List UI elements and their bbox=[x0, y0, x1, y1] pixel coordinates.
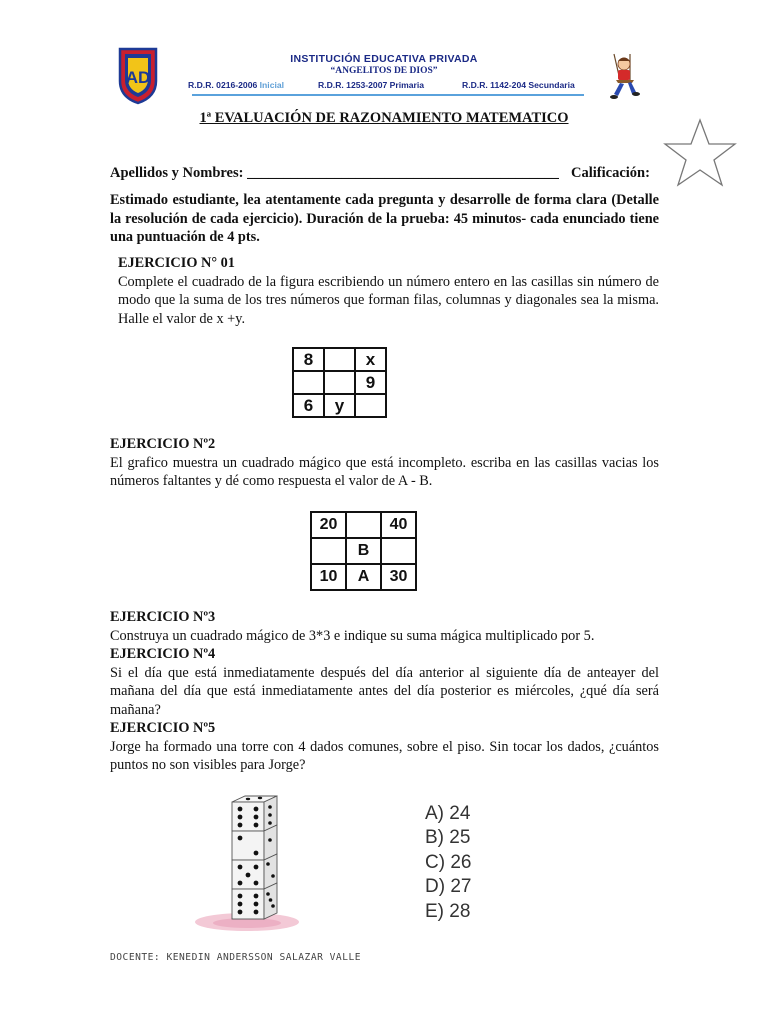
school-name: “ANGELITOS DE DIOS” bbox=[330, 66, 438, 76]
grid1-cell bbox=[324, 371, 355, 394]
exercise-3-title: EJERCICIO Nº3 bbox=[110, 609, 216, 625]
grid1-cell: 9 bbox=[355, 371, 386, 394]
grid1-cell: x bbox=[355, 348, 386, 371]
grid1-cell bbox=[324, 348, 355, 371]
exercise-1-title: EJERCICIO N° 01 bbox=[118, 255, 235, 271]
option-a[interactable]: A) 24 bbox=[425, 803, 471, 824]
option-d[interactable]: D) 27 bbox=[425, 876, 472, 898]
dice-tower-illustration bbox=[185, 790, 310, 938]
institution-name: INSTITUCIÓN EDUCATIVA PRIVADA bbox=[290, 53, 478, 65]
grade-label: Calificación: bbox=[571, 165, 650, 181]
rdr-initial-level: Inicial bbox=[259, 80, 285, 90]
exam-title: 1ª EVALUACIÓN DE RAZONAMIENTO MATEMATICO bbox=[199, 110, 569, 126]
exercise-1-text: Complete el cuadrado de la figura escribiendo un número entero en las casillas sin número de modo que la suma de los tres números que forman filas, columnas y diagonales sea la misma. Halle el valor de x +y. bbox=[118, 273, 659, 327]
exercise-2-title: EJERCICIO Nº2 bbox=[110, 436, 216, 452]
table-row bbox=[311, 564, 416, 590]
grid1-cell: 8 bbox=[293, 348, 324, 371]
grid1-cell bbox=[293, 371, 324, 394]
rdr-secondary: R.D.R. 1142-204 Secundaria bbox=[462, 80, 575, 90]
table-row bbox=[311, 538, 416, 564]
grid2-cell: 10 bbox=[311, 564, 346, 590]
option-e[interactable]: E) 28 bbox=[425, 900, 471, 922]
table-row bbox=[293, 371, 386, 394]
exercise-3-text: Construya un cuadrado mágico de 3*3 e indique su suma mágica multiplicado por 5. bbox=[110, 627, 595, 644]
grade-star-icon bbox=[662, 117, 738, 189]
rdr-initial bbox=[188, 80, 284, 90]
grid2-cell: B bbox=[346, 538, 381, 564]
magic-square-2 bbox=[310, 511, 417, 591]
exercise-2-text: El grafico muestra un cuadrado mágico que está incompleto. escriba en las casillas vacias los números faltantes y dé como respuesta el valor de A - B. bbox=[110, 454, 659, 489]
grid1-cell: y bbox=[324, 394, 355, 417]
teacher-footer: DOCENTE: KENEDIN ANDERSSON SALAZAR VALLE bbox=[110, 952, 362, 963]
exercise-4-text: Si el día que está inmediatamente después del día anterior al siguiente día de anteayer del mañana del día que está inmediatamente antes del día posterior es miércoles, ¿qué día será mañana? bbox=[110, 664, 659, 718]
grid2-cell: 30 bbox=[381, 564, 416, 590]
answer-options bbox=[425, 802, 471, 924]
table-row bbox=[311, 512, 416, 538]
exercise-5-title: EJERCICIO Nº5 bbox=[110, 720, 216, 736]
table-row bbox=[293, 394, 386, 417]
student-names-field[interactable]: Apellidos y Nombres: ___________________________________________ bbox=[110, 165, 559, 181]
grid2-cell bbox=[381, 538, 416, 564]
exercises-3-5 bbox=[110, 608, 659, 775]
header-rule bbox=[192, 94, 584, 96]
grid2-cell: A bbox=[346, 564, 381, 590]
grid2-cell: 40 bbox=[381, 512, 416, 538]
logo-text: AD bbox=[125, 68, 151, 87]
magic-square-1 bbox=[292, 347, 387, 418]
exercise-1 bbox=[118, 254, 659, 328]
instructions: Estimado estudiante, lea atentamente cada pregunta y desarrolle de forma clara (Detalle la resolución de cada ejercicio). Duración de la prueba: 45 minutos- cada enunciado tiene una puntuación de 4 pts. bbox=[110, 192, 659, 245]
grid2-cell: 20 bbox=[311, 512, 346, 538]
exercise-2 bbox=[110, 435, 659, 491]
table-row bbox=[293, 348, 386, 371]
grid1-cell: 6 bbox=[293, 394, 324, 417]
grid1-cell bbox=[355, 394, 386, 417]
grid2-cell bbox=[311, 538, 346, 564]
grid2-cell bbox=[346, 512, 381, 538]
exercise-5-text: Jorge ha formado una torre con 4 dados comunes, sobre el piso. Sin tocar los dados, ¿cuántos puntos no son visibles para Jorge? bbox=[110, 738, 659, 773]
rdr-primary: R.D.R. 1253-2007 Primaria bbox=[318, 80, 425, 90]
option-c[interactable]: C) 26 bbox=[425, 851, 472, 873]
rdr-initial-code: R.D.R. 0216-2006 bbox=[188, 80, 258, 90]
exercise-4-title: EJERCICIO Nº4 bbox=[110, 646, 216, 662]
option-b[interactable]: B) 25 bbox=[425, 827, 471, 849]
